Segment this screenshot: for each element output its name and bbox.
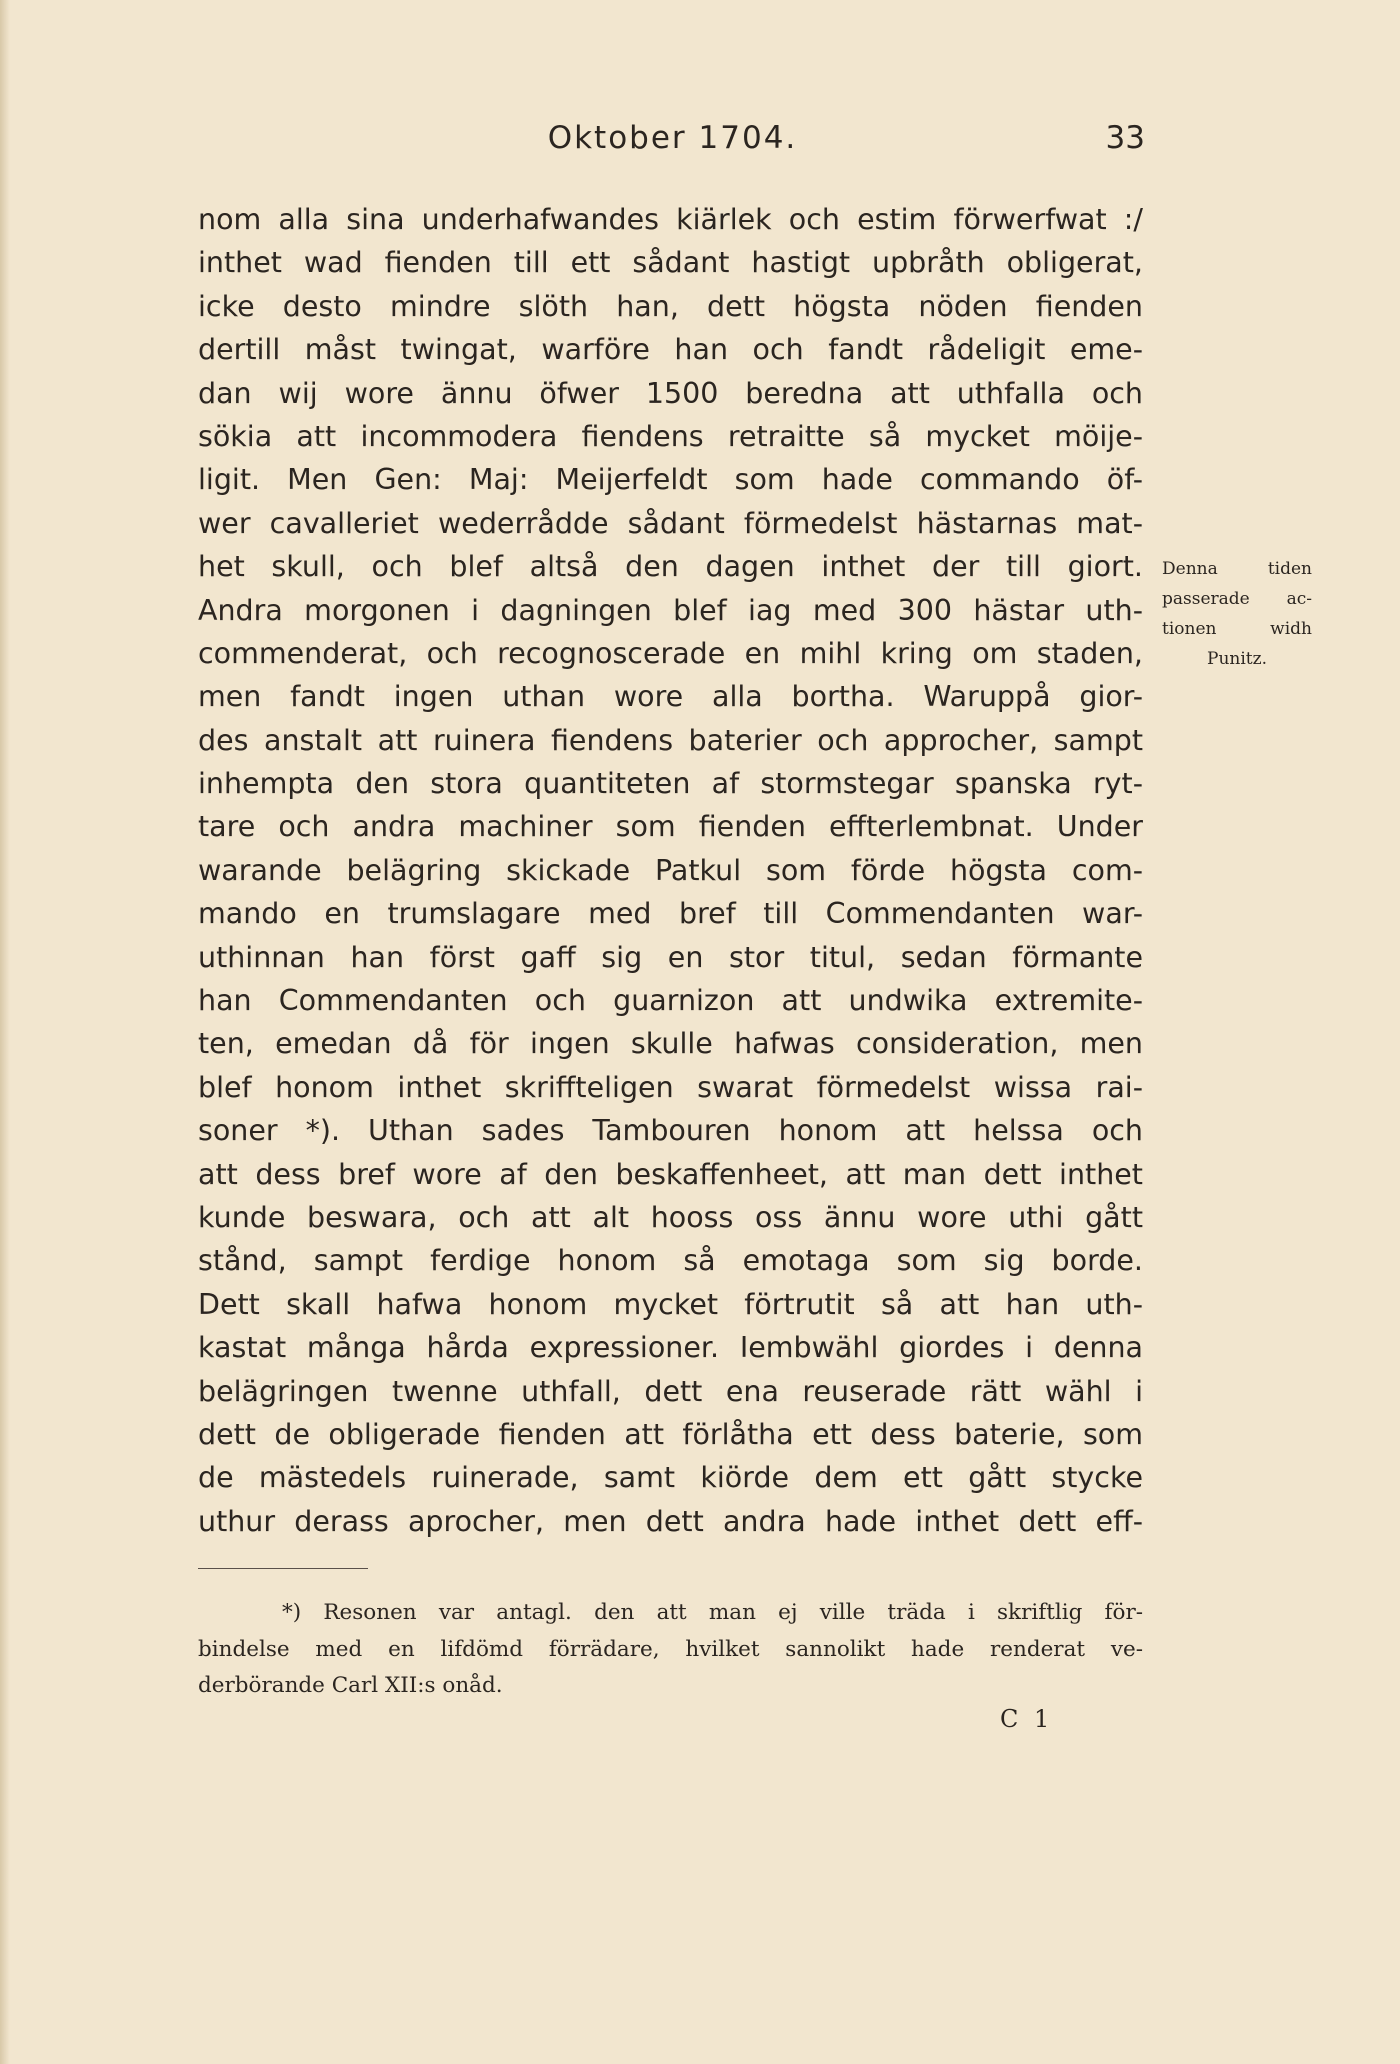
- running-title: Oktober 1704.: [547, 120, 798, 156]
- text-line: des anstalt att ruinera fiendens baterier och approcher, sampt: [198, 723, 1143, 757]
- text-line: blef honom inthet skriffteligen swarat förmedelst wissa rai-: [198, 1070, 1143, 1104]
- footnote-rule: [198, 1568, 368, 1569]
- text-line: mando en trumslagare med bref till Commendanten war-: [198, 897, 1143, 931]
- footnote-line: *) Resonen var antagl. den att man ej ville träda i skriftlig för-: [282, 1600, 1143, 1625]
- body-text: [198, 198, 1143, 1543]
- text-line: stånd, sampt ferdige honom så emotaga som sig borde.: [198, 1244, 1143, 1278]
- text-line: dertill måst twingat, warföre han och fandt rådeligit eme-: [198, 333, 1143, 367]
- text-line: Andra morgonen i dagningen blef iag med 300 hästar uth-: [198, 593, 1143, 627]
- text-line: ligit. Men Gen: Maj: Meijerfeldt som hade commando öf-: [198, 463, 1143, 497]
- text-line: uthur derass aprocher, men dett andra hade inthet dett eff-: [198, 1504, 1143, 1538]
- text-line: Dett skall hafwa honom mycket förtrutit så att han uth-: [198, 1287, 1143, 1321]
- footnote: [198, 1595, 1143, 1705]
- text-line: att dess bref wore af den beskaffenheet, att man dett inthet: [198, 1157, 1143, 1191]
- signature-mark: C 1: [1000, 1705, 1054, 1733]
- text-line: dett de obligerade fienden att förlåtha ett dess baterie, som: [198, 1417, 1143, 1451]
- text-line: han Commendanten och guarnizon att undwika extremite-: [198, 984, 1143, 1018]
- page-header: [200, 120, 1145, 170]
- text-line: wer cavalleriet wederrådde sådant förmedelst hästarnas mat-: [198, 506, 1143, 540]
- margin-note: [1162, 554, 1312, 674]
- text-line: commenderat, och recognoscerade en mihl kring om staden,: [198, 636, 1143, 670]
- text-line: tare och andra machiner som fienden effterlembnat. Under: [198, 810, 1143, 844]
- text-line: warande belägring skickade Patkul som förde högsta com-: [198, 853, 1143, 887]
- margin-note-line: Denna tiden: [1162, 559, 1312, 579]
- margin-note-line: passerade ac-: [1162, 589, 1312, 609]
- footnote-line: bindelse med en lifdömd förrädare, hvilket sannolikt hade renderat ve-: [198, 1636, 1143, 1662]
- text-line: belägringen twenne uthfall, dett ena reuserade rätt wähl i: [198, 1374, 1143, 1408]
- text-line: kunde beswara, och att alt hooss oss ännu wore uthi gått: [198, 1200, 1143, 1234]
- page-number: 33: [1105, 120, 1145, 156]
- text-line: kastat många hårda expressioner. Iembwähl giordes i denna: [198, 1331, 1143, 1365]
- text-line: men fandt ingen uthan wore alla bortha. Waruppå gior-: [198, 680, 1143, 714]
- text-line: de mästedels ruinerade, samt kiörde dem ett gått stycke: [198, 1461, 1143, 1495]
- text-line: sökia att incommodera fiendens retraitte så mycket möije-: [198, 419, 1143, 453]
- text-line: het skull, och blef altså den dagen inthet der till giort.: [198, 550, 1143, 584]
- margin-note-line: tionen widh: [1162, 619, 1312, 639]
- text-line: uthinnan han först gaff sig en stor titul, sedan förmante: [198, 940, 1143, 974]
- text-line: ten, emedan då för ingen skulle hafwas consideration, men: [198, 1027, 1143, 1061]
- text-line: nom alla sina underhafwandes kiärlek och estim förwerfwat :/: [198, 203, 1143, 236]
- footnote-line: derbörande Carl XII:s onåd.: [198, 1673, 503, 1698]
- text-line: soner *). Uthan sades Tambouren honom att helssa och: [198, 1114, 1143, 1148]
- page-edge: [0, 0, 10, 2064]
- margin-note-line: Punitz.: [1207, 649, 1267, 669]
- text-line: icke desto mindre slöth han, dett högsta nöden fienden: [198, 289, 1143, 323]
- text-line: inhempta den stora quantiteten af stormstegar spanska ryt-: [198, 767, 1143, 801]
- text-line: inthet wad fienden till ett sådant hastigt upbråth obligerat,: [198, 246, 1143, 280]
- text-line: dan wij wore ännu öfwer 1500 beredna att uthfalla och: [198, 376, 1143, 410]
